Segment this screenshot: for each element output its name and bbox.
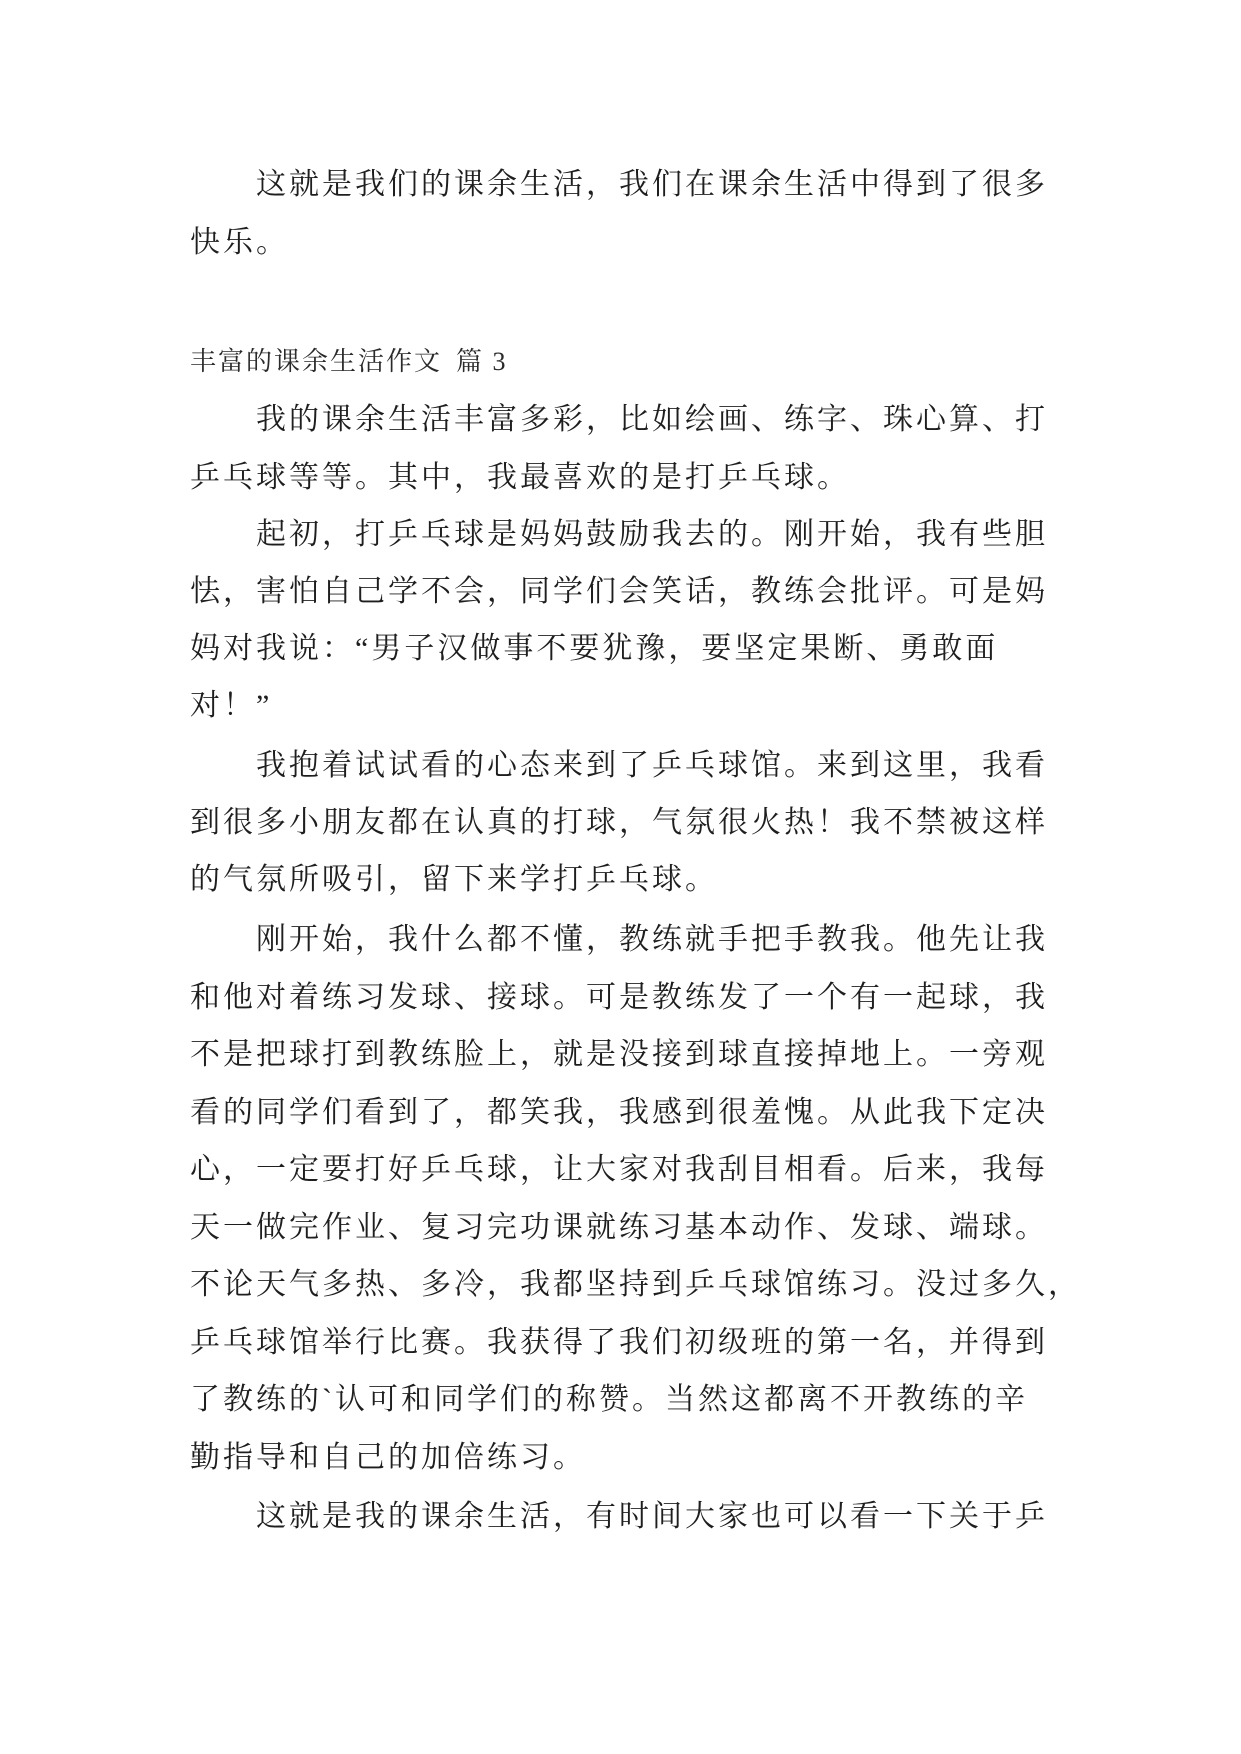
paragraph-line: 勤指导和自己的加倍练习。 (190, 1441, 586, 1474)
paragraph-line: 怯，害怕自己学不会，同学们会笑话，教练会批评。可是妈 (190, 575, 1048, 608)
paragraph-line: 了教练的`认可和同学们的称赞。当然这都离不开教练的辛 (190, 1383, 1028, 1416)
paragraph-line: 乒乓球馆举行比赛。我获得了我们初级班的第一名，并得到 (190, 1326, 1048, 1359)
paragraph-line: 看的同学们看到了，都笑我，我感到很羞愧。从此我下定决 (190, 1096, 1048, 1129)
paragraph-line: 妈对我说：“男子汉做事不要犹豫，要坚定果断、勇敢面 (190, 632, 999, 665)
section-title-text: 丰富的课余生活作文 (190, 347, 443, 376)
paragraph-line: 对！” (190, 689, 273, 722)
paragraph-line: 乒乓球等等。其中，我最喜欢的是打乒乓球。 (190, 461, 850, 494)
paragraph-line: 的气氛所吸引，留下来学打乒乓球。 (190, 863, 718, 896)
paragraph-line: 刚开始，我什么都不懂，教练就手把手教我。他先让我 (256, 923, 1048, 956)
paragraph-line: 这就是我们的课余生活，我们在课余生活中得到了很多 (256, 168, 1048, 201)
paragraph-line: 心，一定要打好乒乓球，让大家对我刮目相看。后来，我每 (190, 1153, 1048, 1186)
paragraph-line: 我的课余生活丰富多彩，比如绘画、练字、珠心算、打 (256, 403, 1048, 436)
section-title (190, 346, 508, 378)
paragraph-line: 不是把球打到教练脸上，就是没接到球直接掉地上。一旁观 (190, 1038, 1048, 1071)
paragraph-line: 和他对着练习发球、接球。可是教练发了一个有一起球，我 (190, 981, 1048, 1014)
paragraph-line: 起初，打乒乓球是妈妈鼓励我去的。刚开始，我有些胆 (256, 518, 1048, 551)
paragraph-line: 天一做完作业、复习完功课就练习基本动作、发球、端球。 (190, 1211, 1048, 1244)
paragraph-line: 我抱着试试看的心态来到了乒乓球馆。来到这里，我看 (256, 749, 1048, 782)
paragraph-line: 这就是我的课余生活，有时间大家也可以看一下关于乒 (256, 1500, 1048, 1533)
paragraph-line: 到很多小朋友都在认真的打球，气氛很火热！我不禁被这样 (190, 806, 1048, 839)
paragraph-line: 快乐。 (190, 226, 289, 259)
section-number: 篇 3 (456, 347, 508, 376)
paragraph-line: 不论天气多热、多冷，我都坚持到乒乓球馆练习。没过多久， (190, 1268, 1081, 1301)
